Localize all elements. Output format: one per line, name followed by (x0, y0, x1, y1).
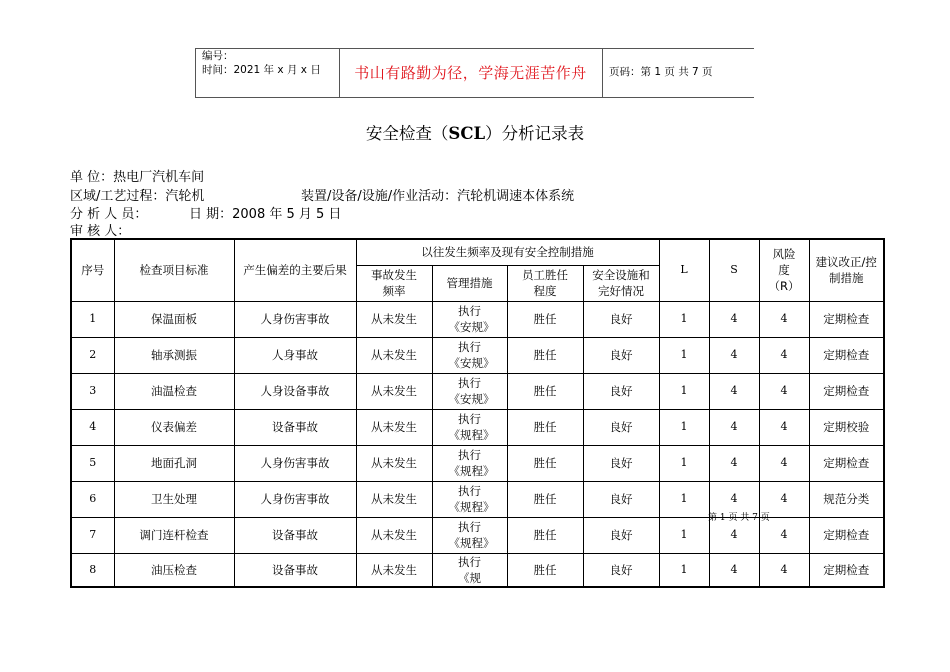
cell-item: 卫生处理 (114, 481, 234, 517)
cell-staff: 胜任 (507, 373, 583, 409)
cell-staff: 胜任 (507, 301, 583, 337)
cell-manage: 执行《规程》 (432, 445, 507, 481)
cell-item: 油压检查 (114, 553, 234, 587)
table-row (71, 301, 884, 337)
cell-r: 4 (759, 445, 809, 481)
cell-consequence: 设备事故 (234, 517, 356, 553)
cell-no: 1 (71, 301, 114, 337)
cell-freq: 从未发生 (356, 481, 432, 517)
title-suffix: ）分析记录表 (485, 124, 585, 143)
cell-s: 4 (709, 301, 759, 337)
cell-manage: 执行《规程》 (432, 481, 507, 517)
cell-s: 4 (709, 373, 759, 409)
cell-advice: 定期检查 (809, 301, 884, 337)
cell-advice: 定期检查 (809, 373, 884, 409)
cell-manage: 执行《安规》 (432, 301, 507, 337)
time-label: 时间：2021 年 x 月 x 日 (202, 64, 321, 76)
cell-staff: 胜任 (507, 517, 583, 553)
cell-s: 4 (709, 553, 759, 587)
cell-no: 8 (71, 553, 114, 587)
cell-r: 4 (759, 301, 809, 337)
cell-l: 1 (659, 301, 709, 337)
cell-facility: 良好 (583, 481, 659, 517)
cell-r: 4 (759, 481, 809, 517)
cell-r: 4 (759, 337, 809, 373)
cell-consequence: 人身伤害事故 (234, 301, 356, 337)
cell-item: 仪表偏差 (114, 409, 234, 445)
info-date: 日 期：2008 年 5 月 5 日 (189, 207, 342, 222)
cell-no: 2 (71, 337, 114, 373)
cell-no: 3 (71, 373, 114, 409)
cell-facility: 良好 (583, 553, 659, 587)
info-device: 装置/设备/设施/作业活动：汽轮机调速本体系统 (301, 189, 575, 204)
header-staff: 员工胜任程度 (507, 265, 583, 301)
cell-consequence: 人身伤害事故 (234, 481, 356, 517)
cell-freq: 从未发生 (356, 301, 432, 337)
cell-manage: 执行《规 (432, 553, 507, 587)
cell-manage: 执行《安规》 (432, 337, 507, 373)
cell-manage: 执行《规程》 (432, 409, 507, 445)
page-code: 页码：第 1 页 共 7 页 (609, 66, 713, 78)
cell-freq: 从未发生 (356, 445, 432, 481)
cell-consequence: 人身设备事故 (234, 373, 356, 409)
cell-r: 4 (759, 553, 809, 587)
cell-staff: 胜任 (507, 409, 583, 445)
cell-item: 油温检查 (114, 373, 234, 409)
cell-facility: 良好 (583, 445, 659, 481)
info-analyst: 分 析 人 员： (70, 207, 148, 222)
cell-facility: 良好 (583, 409, 659, 445)
motto: 书山有路勤为径，学海无涯苦作舟 (339, 49, 603, 97)
cell-consequence: 人身伤害事故 (234, 445, 356, 481)
cell-s: 4 (709, 445, 759, 481)
cell-consequence: 设备事故 (234, 409, 356, 445)
cell-l: 1 (659, 445, 709, 481)
table-body (71, 301, 884, 587)
cell-advice: 定期检查 (809, 553, 884, 587)
cell-item: 调门连杆检查 (114, 517, 234, 553)
info-area: 区域/工艺过程：汽轮机 (70, 189, 205, 204)
cell-advice: 定期检查 (809, 445, 884, 481)
serial-label: 编号： (202, 50, 234, 62)
cell-item: 地面孔洞 (114, 445, 234, 481)
header-no: 序号 (71, 239, 114, 301)
table-row (71, 337, 884, 373)
header-meta-cell (196, 49, 340, 97)
cell-l: 1 (659, 337, 709, 373)
cell-l: 1 (659, 517, 709, 553)
cell-consequence: 设备事故 (234, 553, 356, 587)
cell-facility: 良好 (583, 373, 659, 409)
table-row (71, 373, 884, 409)
cell-r: 4 (759, 517, 809, 553)
header-risk: 风险度（R） (759, 239, 809, 301)
cell-facility: 良好 (583, 517, 659, 553)
table-row (71, 409, 884, 445)
cell-staff: 胜任 (507, 445, 583, 481)
cell-advice: 定期检查 (809, 517, 884, 553)
cell-staff: 胜任 (507, 337, 583, 373)
table-row (71, 553, 884, 587)
cell-l: 1 (659, 481, 709, 517)
cell-advice: 定期校验 (809, 409, 884, 445)
header-frequency: 事故发生频率 (356, 265, 432, 301)
header-control-group: 以往发生频率及现有安全控制措施 (356, 239, 659, 265)
cell-l: 1 (659, 373, 709, 409)
page-title (0, 120, 950, 144)
cell-consequence: 人身事故 (234, 337, 356, 373)
cell-no: 4 (71, 409, 114, 445)
cell-r: 4 (759, 373, 809, 409)
page-number: 第 1 页 共 7 页 (708, 513, 770, 523)
table-row (71, 445, 884, 481)
cell-r: 4 (759, 409, 809, 445)
header-consequence: 产生偏差的主要后果 (234, 239, 356, 301)
cell-freq: 从未发生 (356, 373, 432, 409)
cell-no: 6 (71, 481, 114, 517)
header-management: 管理措施 (432, 265, 507, 301)
cell-freq: 从未发生 (356, 517, 432, 553)
cell-facility: 良好 (583, 301, 659, 337)
cell-facility: 良好 (583, 337, 659, 373)
document-header (195, 48, 754, 98)
cell-item: 保温面板 (114, 301, 234, 337)
cell-freq: 从未发生 (356, 337, 432, 373)
header-facility: 安全设施和完好情况 (583, 265, 659, 301)
cell-s: 4 (709, 409, 759, 445)
title-prefix: 安全检查（ (365, 124, 449, 143)
header-page-cell (603, 49, 754, 97)
cell-l: 1 (659, 553, 709, 587)
cell-advice: 定期检查 (809, 337, 884, 373)
cell-s: 4 (709, 481, 759, 517)
header-s: S (709, 239, 759, 301)
header-advice: 建议改正/控制措施 (809, 239, 884, 301)
scl-table (70, 238, 885, 588)
info-unit: 单 位：热电厂汽机车间 (70, 170, 205, 185)
cell-no: 7 (71, 517, 114, 553)
cell-freq: 从未发生 (356, 409, 432, 445)
cell-l: 1 (659, 409, 709, 445)
cell-manage: 执行《规程》 (432, 517, 507, 553)
cell-s: 4 (709, 337, 759, 373)
cell-manage: 执行《安规》 (432, 373, 507, 409)
info-reviewer: 审 核 人： (70, 224, 131, 239)
header-item: 检查项目标准 (114, 239, 234, 301)
cell-item: 轴承测振 (114, 337, 234, 373)
cell-freq: 从未发生 (356, 553, 432, 587)
cell-s: 4 (709, 517, 759, 553)
title-abbr: SCL (448, 124, 486, 143)
cell-staff: 胜任 (507, 481, 583, 517)
cell-advice: 规范分类 (809, 481, 884, 517)
cell-staff: 胜任 (507, 553, 583, 587)
header-l: L (659, 239, 709, 301)
cell-no: 5 (71, 445, 114, 481)
